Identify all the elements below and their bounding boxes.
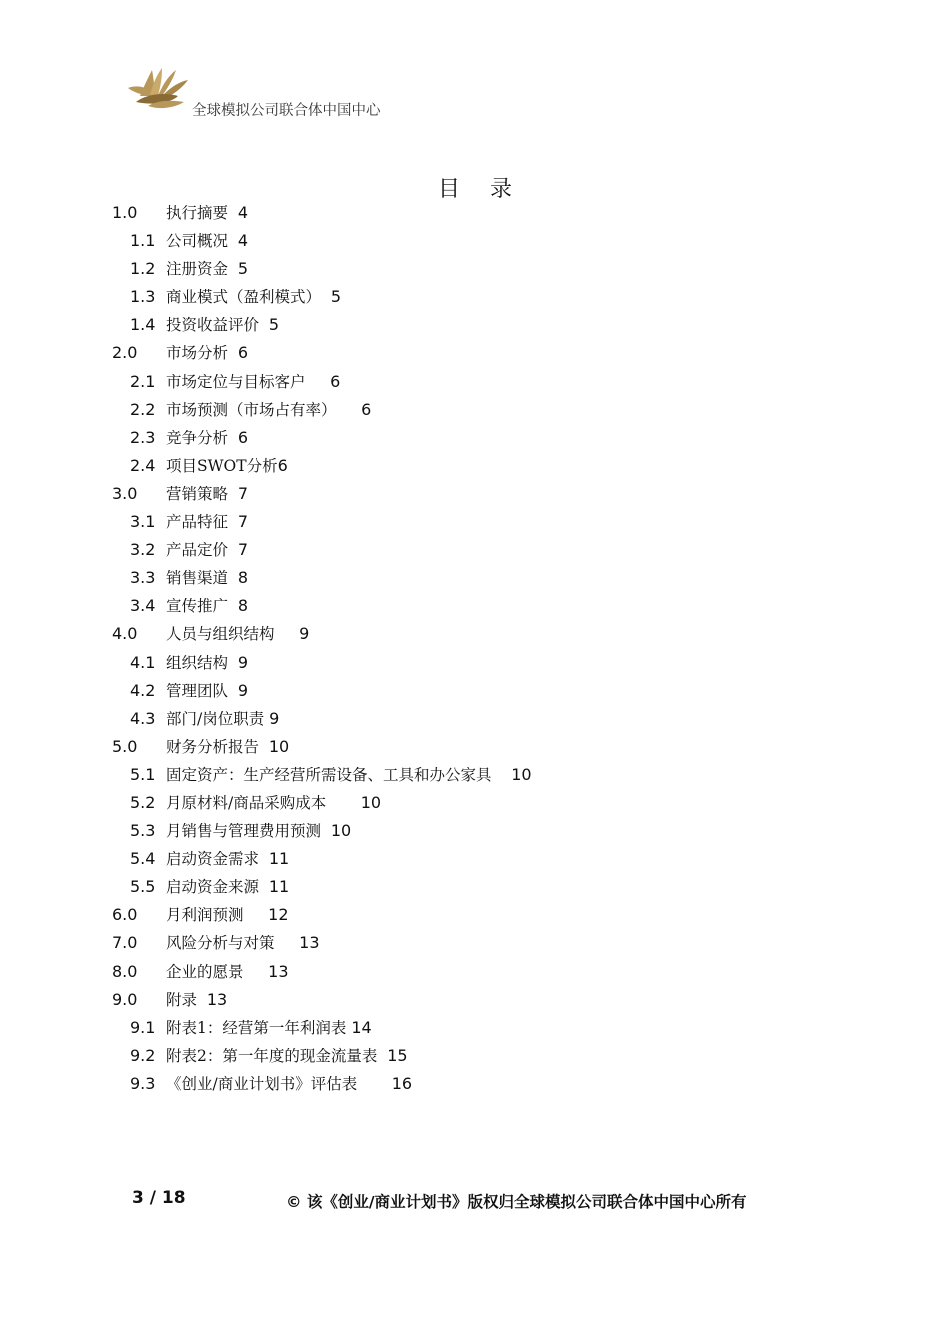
toc-entry-number: 6.0 bbox=[112, 905, 138, 925]
page-indicator: 3 / 18 bbox=[132, 1188, 186, 1208]
toc-entry-page: 9 bbox=[269, 708, 280, 728]
toc-entry[interactable] bbox=[112, 424, 832, 452]
toc-entry-number: 3.2 bbox=[130, 540, 156, 560]
toc-entry-label bbox=[166, 817, 351, 845]
toc-entry-label bbox=[166, 733, 289, 761]
table-of-contents bbox=[112, 199, 832, 1098]
toc-entry-separator bbox=[228, 597, 238, 615]
toc-entry-separator bbox=[228, 204, 238, 222]
toc-entry-page: 9 bbox=[299, 624, 310, 644]
toc-entry[interactable] bbox=[112, 817, 832, 845]
toc-entry-page: 13 bbox=[206, 989, 228, 1009]
toc-entry-number: 3.1 bbox=[130, 512, 156, 532]
toc-entry-title: 企业的愿景 bbox=[166, 962, 244, 981]
toc-entry-page: 6 bbox=[237, 343, 249, 363]
toc-entry-label bbox=[166, 199, 248, 227]
toc-entry-number: 1.1 bbox=[130, 231, 156, 251]
toc-entry-number: 1.2 bbox=[130, 259, 156, 279]
toc-entry-separator bbox=[228, 344, 238, 362]
toc-entry-label bbox=[166, 508, 248, 536]
toc-entry-separator bbox=[228, 682, 238, 700]
toc-entry[interactable] bbox=[112, 592, 832, 620]
toc-entry-title: 公司概况 bbox=[166, 232, 229, 251]
toc-entry-number: 1.4 bbox=[130, 315, 156, 335]
toc-entry-title: 营销策略 bbox=[166, 484, 229, 503]
toc-entry[interactable] bbox=[112, 452, 832, 480]
toc-entry-label bbox=[166, 452, 288, 480]
toc-entry-page: 13 bbox=[268, 961, 289, 981]
toc-entry-page: 4 bbox=[237, 203, 249, 222]
toc-entry-title: 启动资金来源 bbox=[166, 878, 260, 897]
toc-entry[interactable] bbox=[112, 649, 832, 677]
toc-entry-title: 产品特征 bbox=[166, 513, 229, 532]
toc-entry[interactable] bbox=[112, 733, 832, 761]
toc-entry-label bbox=[166, 1014, 372, 1042]
toc-entry-title: 附表2：第一年度的现金流量表 bbox=[166, 1046, 378, 1065]
toc-entry-title: 附录 bbox=[166, 990, 198, 1009]
toc-entry-label bbox=[166, 705, 279, 733]
toc-entry-page: 6 bbox=[277, 455, 288, 475]
toc-entry-separator bbox=[228, 569, 238, 587]
toc-entry[interactable] bbox=[112, 564, 832, 592]
toc-entry-page: 8 bbox=[237, 568, 249, 588]
toc-entry-number: 3.3 bbox=[130, 568, 156, 588]
toc-entry-title: 执行摘要 bbox=[166, 204, 229, 222]
toc-entry-page: 14 bbox=[351, 1017, 372, 1037]
toc-entry-label bbox=[166, 761, 532, 789]
toc-entry-label bbox=[166, 255, 248, 283]
toc-entry-number: 5.1 bbox=[130, 764, 156, 784]
toc-entry-separator bbox=[228, 260, 238, 278]
toc-entry[interactable] bbox=[112, 845, 832, 873]
toc-entry-number: 2.2 bbox=[130, 399, 156, 419]
toc-entry-label bbox=[166, 424, 248, 452]
toc-entry-separator bbox=[321, 288, 331, 306]
toc-entry[interactable] bbox=[112, 901, 832, 929]
toc-entry-separator bbox=[228, 654, 238, 672]
toc-entry-title: 固定资产：生产经营所需设备、工具和办公家具 bbox=[166, 765, 492, 784]
toc-entry[interactable] bbox=[112, 761, 832, 789]
toc-entry-title: 月原材料/商品采购成本 bbox=[166, 793, 327, 812]
toc-entry-label bbox=[166, 649, 248, 677]
toc-entry[interactable] bbox=[112, 789, 832, 817]
toc-entry-label bbox=[166, 873, 289, 901]
toc-entry-page: 10 bbox=[511, 764, 532, 784]
toc-entry-title: 风险分析与对策 bbox=[166, 934, 275, 953]
toc-entry-number: 1.3 bbox=[130, 287, 156, 307]
toc-entry-number: 2.0 bbox=[112, 343, 138, 363]
toc-entry-title: 部门/岗位职责 bbox=[166, 709, 265, 728]
toc-entry-label bbox=[166, 368, 340, 396]
toc-entry-label bbox=[166, 901, 289, 929]
toc-entry-number: 2.4 bbox=[130, 455, 156, 475]
toc-entry-label bbox=[166, 536, 248, 564]
toc-entry-label bbox=[166, 339, 248, 367]
toc-entry-number: 4.0 bbox=[112, 624, 138, 644]
toc-entry[interactable] bbox=[112, 311, 832, 339]
toc-entry-page: 12 bbox=[268, 905, 289, 925]
toc-entry-separator bbox=[492, 766, 512, 784]
toc-entry-separator bbox=[259, 850, 269, 868]
toc-entry-label bbox=[166, 480, 248, 508]
toc-entry[interactable] bbox=[112, 368, 832, 396]
toc-entry-label bbox=[166, 564, 248, 592]
toc-entry-label bbox=[166, 845, 289, 873]
toc-entry-title: 市场分析 bbox=[166, 344, 229, 363]
toc-entry-page: 13 bbox=[299, 933, 320, 953]
toc-entry-title: 市场定位与目标客户 bbox=[166, 372, 306, 391]
toc-entry-title: 组织结构 bbox=[166, 653, 229, 672]
toc-entry-number: 2.1 bbox=[130, 371, 156, 391]
toc-entry-number: 4.1 bbox=[130, 652, 156, 672]
page-current: 3 bbox=[132, 1188, 144, 1208]
toc-entry-title: 财务分析报告 bbox=[166, 737, 260, 756]
toc-entry-number: 1.0 bbox=[112, 203, 138, 222]
toc-entry-title: 管理团队 bbox=[166, 681, 229, 700]
toc-entry-page: 7 bbox=[237, 483, 249, 503]
toc-entry-page: 7 bbox=[237, 512, 249, 532]
toc-entry-page: 6 bbox=[237, 427, 249, 447]
toc-entry[interactable] bbox=[112, 480, 832, 508]
toc-entry-title: 注册资金 bbox=[166, 260, 229, 279]
toc-entry-label bbox=[166, 929, 320, 957]
toc-entry-number: 5.0 bbox=[112, 736, 138, 756]
toc-entry-separator bbox=[377, 1047, 387, 1065]
toc-entry-title: 商业模式（盈利模式） bbox=[166, 288, 322, 307]
toc-entry-separator bbox=[244, 963, 269, 981]
toc-entry[interactable] bbox=[112, 396, 832, 424]
toc-entry[interactable] bbox=[112, 1014, 832, 1042]
toc-entry[interactable] bbox=[112, 227, 832, 255]
toc-entry-label bbox=[166, 592, 248, 620]
toc-entry-separator bbox=[259, 878, 269, 896]
toc-entry[interactable] bbox=[112, 929, 832, 957]
toc-entry-separator bbox=[357, 1075, 392, 1093]
toc-entry[interactable] bbox=[112, 873, 832, 901]
toc-entry-separator bbox=[306, 373, 331, 391]
toc-entry-page: 6 bbox=[330, 371, 341, 391]
toc-entry-label bbox=[166, 986, 227, 1014]
toc-entry-label bbox=[166, 311, 279, 339]
toc-entry-separator bbox=[259, 738, 269, 756]
toc-entry-separator bbox=[275, 934, 300, 952]
toc-entry-number: 9.0 bbox=[112, 989, 138, 1009]
toc-entry-label bbox=[166, 958, 289, 986]
toc-entry-separator bbox=[228, 429, 238, 447]
page-footer bbox=[0, 1188, 950, 1214]
toc-entry[interactable] bbox=[112, 339, 832, 367]
toc-entry-separator bbox=[337, 401, 362, 419]
toc-entry-number: 5.4 bbox=[130, 849, 156, 869]
toc-entry-separator bbox=[321, 822, 331, 840]
toc-entry-separator bbox=[228, 485, 238, 503]
toc-entry-number: 9.3 bbox=[130, 1073, 156, 1093]
toc-entry[interactable] bbox=[112, 958, 832, 986]
toc-entry-separator bbox=[275, 625, 300, 643]
toc-entry[interactable] bbox=[112, 677, 832, 705]
toc-entry[interactable] bbox=[112, 705, 832, 733]
toc-entry-title: 《创业/商业计划书》评估表 bbox=[166, 1074, 358, 1093]
toc-entry[interactable] bbox=[112, 1070, 832, 1098]
toc-entry-page: 11 bbox=[268, 877, 290, 897]
toc-entry-page: 10 bbox=[330, 821, 352, 841]
toc-entry-title: 附表1：经营第一年利润表 bbox=[166, 1018, 347, 1037]
toc-entry-title: 销售渠道 bbox=[166, 569, 229, 588]
toc-entry-title: 市场预测（市场占有率） bbox=[166, 400, 337, 419]
toc-entry-number: 2.3 bbox=[130, 427, 156, 447]
toc-entry-number: 3.4 bbox=[130, 596, 156, 616]
copyright-notice: © 该《创业/商业计划书》版权归全球模拟公司联合体中国中心所有 bbox=[286, 1193, 747, 1211]
toc-entry-number: 4.3 bbox=[130, 708, 156, 728]
toc-entry-label bbox=[166, 1042, 408, 1070]
toc-entry-label bbox=[166, 227, 248, 255]
lotus-logo-icon bbox=[126, 66, 192, 116]
toc-entry-separator bbox=[259, 316, 269, 334]
toc-entry-label bbox=[166, 789, 381, 817]
toc-entry-title: 月利润预测 bbox=[166, 906, 244, 925]
toc-entry[interactable] bbox=[112, 508, 832, 536]
toc-entry-page: 11 bbox=[268, 849, 290, 869]
toc-entry-number: 4.2 bbox=[130, 680, 156, 700]
toc-entry-title: 投资收益评价 bbox=[166, 316, 260, 335]
toc-entry-separator bbox=[228, 232, 238, 250]
toc-entry-page: 9 bbox=[237, 652, 249, 672]
toc-entry-separator bbox=[228, 541, 238, 559]
toc-entry-page: 4 bbox=[237, 231, 249, 251]
toc-entry[interactable] bbox=[112, 1042, 832, 1070]
toc-entry-page: 16 bbox=[391, 1073, 413, 1093]
toc-entry-number: 5.2 bbox=[130, 792, 156, 812]
toc-entry-page: 8 bbox=[237, 596, 249, 616]
toc-entry-number: 5.3 bbox=[130, 821, 156, 841]
toc-entry-number: 9.2 bbox=[130, 1045, 156, 1065]
toc-entry-number: 9.1 bbox=[130, 1017, 156, 1037]
toc-entry[interactable] bbox=[112, 199, 832, 227]
toc-entry[interactable] bbox=[112, 986, 832, 1014]
toc-entry-label bbox=[166, 620, 309, 648]
toc-entry-number: 7.0 bbox=[112, 933, 138, 953]
toc-entry-separator bbox=[197, 991, 207, 1009]
toc-entry-title: 宣传推广 bbox=[166, 597, 229, 616]
organization-name: 全球模拟公司联合体中国中心 bbox=[192, 103, 381, 119]
toc-entry[interactable] bbox=[112, 255, 832, 283]
toc-entry-separator bbox=[326, 794, 361, 812]
toc-entry-title: 产品定价 bbox=[166, 541, 229, 560]
toc-entry-page: 5 bbox=[268, 315, 280, 335]
toc-entry-title: 人员与组织结构 bbox=[166, 625, 275, 644]
toc-entry[interactable] bbox=[112, 620, 832, 648]
page-total: 18 bbox=[161, 1188, 186, 1208]
toc-entry-title: 竞争分析 bbox=[166, 428, 229, 447]
toc-entry-number: 3.0 bbox=[112, 483, 138, 503]
toc-entry-label bbox=[166, 677, 248, 705]
toc-entry-page: 9 bbox=[237, 680, 249, 700]
toc-entry-page: 6 bbox=[361, 399, 372, 419]
page-header bbox=[126, 66, 546, 126]
toc-entry[interactable] bbox=[112, 536, 832, 564]
toc-entry-title: 月销售与管理费用预测 bbox=[166, 822, 322, 841]
toc-entry[interactable] bbox=[112, 283, 832, 311]
toc-entry-separator bbox=[228, 513, 238, 531]
toc-entry-page: 15 bbox=[387, 1045, 408, 1065]
toc-entry-title: 启动资金需求 bbox=[166, 850, 260, 869]
toc-entry-page: 5 bbox=[330, 287, 342, 307]
toc-entry-label bbox=[166, 283, 341, 311]
toc-entry-page: 5 bbox=[237, 259, 249, 279]
toc-entry-separator bbox=[244, 906, 269, 924]
toc-entry-label bbox=[166, 1070, 412, 1098]
toc-entry-number: 8.0 bbox=[112, 961, 138, 981]
toc-entry-page: 10 bbox=[360, 792, 382, 812]
page-title: 目录 bbox=[437, 177, 542, 202]
toc-entry-number: 5.5 bbox=[130, 877, 156, 897]
toc-entry-page: 10 bbox=[268, 736, 290, 756]
toc-entry-title: 项目SWOT分析 bbox=[166, 456, 278, 475]
toc-entry-label bbox=[166, 396, 371, 424]
toc-entry-page: 7 bbox=[237, 540, 249, 560]
